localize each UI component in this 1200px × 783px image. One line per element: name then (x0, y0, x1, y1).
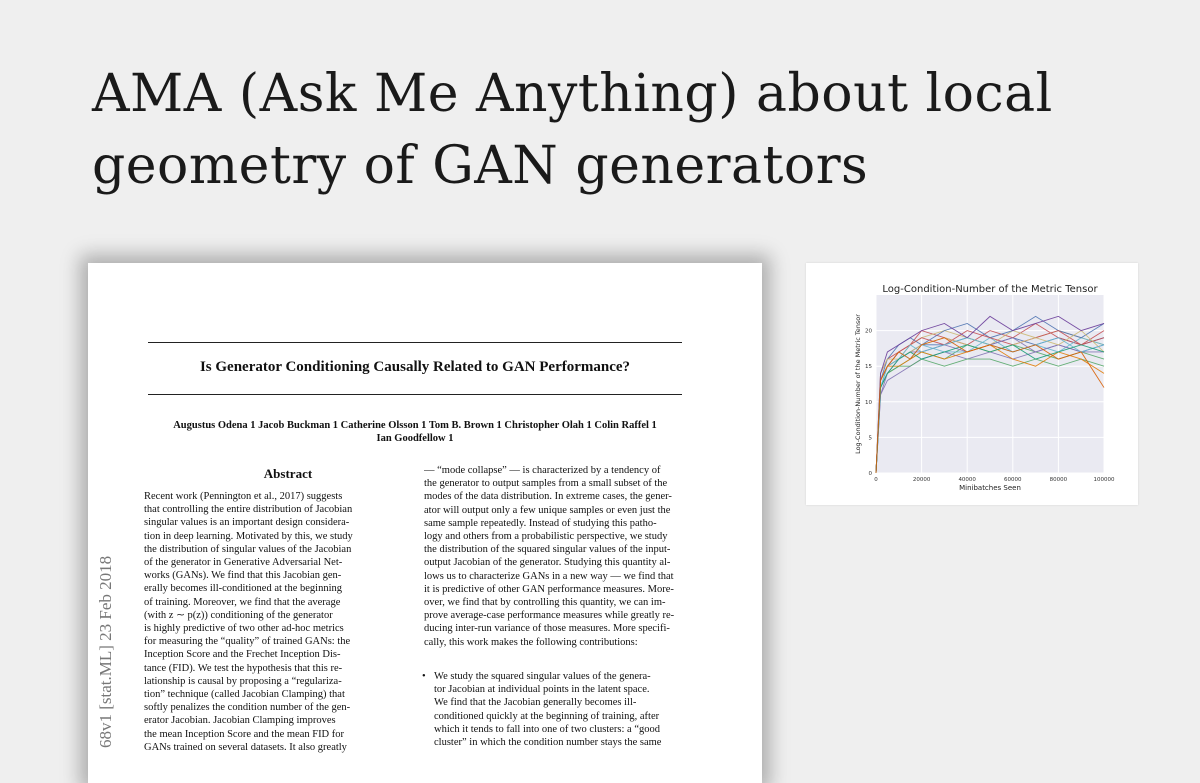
intro-text-line: logy and others from a probabilistic perspective, we study (424, 531, 668, 543)
y-tick-label: 0 (868, 471, 872, 477)
intro-text-line: the distribution of the squared singular values of the input- (424, 544, 671, 556)
y-tick-label: 20 (865, 328, 872, 335)
bullet-dot: • (422, 671, 426, 682)
intro-text-line: cally, this work makes the following contributions: (424, 636, 638, 648)
slide-title (92, 58, 1152, 202)
y-tick-label: 5 (868, 435, 872, 442)
abstract-text-line: erally becomes ill-conditioned at the beginning (144, 583, 342, 595)
authors-line-2: Ian Goodfellow 1 (376, 433, 454, 444)
paper-title: Is Generator Conditioning Causally Related to GAN Performance? (199, 359, 631, 375)
abstract-text-line: works (GANs). We find that this Jacobian gen- (144, 570, 342, 582)
authors-line-1: Augustus Odena 1 Jacob Buckman 1 Catherine Olsson 1 Tom B. Brown 1 Christopher Olah 1 Colin Raffel 1 (173, 420, 657, 431)
x-tick-label: 20000 (912, 477, 931, 483)
intro-text-line: over, we find that by controlling this quantity, we can im- (424, 597, 666, 609)
x-tick-label: 100000 (1093, 477, 1115, 483)
intro-text-line: ducing inter-run variance of those measures. More specifi- (424, 623, 670, 635)
intro-text-line: prove average-case performance measures while greatly re- (424, 610, 675, 622)
chart-card (806, 263, 1138, 505)
bullet-text-line: which it tends to fall into one of two clusters: a “good (434, 723, 660, 735)
x-tick-label: 0 (874, 477, 878, 483)
intro-text-line: output Jacobian of the generator. Studying this quantity al- (424, 557, 671, 569)
intro-text-line: the generator to output samples from a small subset of the (424, 478, 668, 490)
abstract-text-line: is highly predictive of two other ad-hoc metrics (144, 623, 344, 635)
y-axis-label: Log-Condition-Number of the Metric Tensor (854, 314, 862, 454)
bullet-text-line: We study the squared singular values of the genera- (434, 671, 651, 682)
condition-number-chart (806, 263, 1138, 505)
abstract-text-line: Recent work (Pennington et al., 2017) suggests (144, 491, 343, 502)
intro-text-line: it is predictive of other GAN performance measures. More- (424, 583, 674, 595)
abstract-text-line: erator Jacobian. Jacobian Clamping improves (144, 715, 336, 727)
bullet-text-line: tor Jacobian at individual points in the latent space. (434, 684, 650, 696)
x-tick-label: 80000 (1049, 477, 1068, 483)
y-tick-label: 10 (865, 399, 872, 406)
bullet-text-line: We find that the Jacobian generally becomes ill- (434, 697, 637, 709)
abstract-heading: Abstract (263, 466, 313, 481)
author-list (148, 419, 682, 445)
paper-preview (88, 263, 762, 783)
x-axis-label: Minibatches Seen (959, 484, 1021, 492)
abstract-text-line: tion in deep learning. Motivated by this, we study (144, 530, 353, 542)
intro-text-line: lows us to characterize GANs in a new way — we find that (424, 570, 674, 582)
abstract-text-line: the mean Inception Score and the mean FID for (144, 728, 345, 740)
intro-column (424, 464, 680, 649)
arxiv-stamp: 68v1 [stat.ML] 23 Feb 2018 (96, 555, 115, 748)
intro-text-line: modes of the data distribution. In extreme cases, the gener- (424, 491, 672, 503)
slide-title-line-1: AMA (Ask Me Anything) about local (92, 64, 1053, 124)
abstract-text-line: Inception Score and the Frechet Inception Dis- (144, 649, 341, 661)
abstract-text-line: GANs trained on several datasets. It also greatly (144, 741, 347, 753)
bottom-rule (148, 394, 682, 395)
abstract-text-line: of the generator in Generative Adversarial Net- (144, 557, 343, 569)
plot-area (876, 295, 1104, 473)
slide-title-line-2: geometry of GAN generators (92, 136, 869, 196)
x-tick-label: 40000 (958, 477, 976, 483)
abstract-text-line: singular values is an important design considera- (144, 517, 350, 529)
abstract-text-line: for measuring the “quality” of trained GANs: the (144, 636, 351, 648)
abstract-text-line: of training. Moreover, we find that the average (144, 596, 341, 608)
abstract-text-line: the distribution of singular values of the Jacobian (144, 543, 352, 555)
contribution-bullet (422, 670, 682, 749)
bullet-text-line: conditioned quickly at the beginning of training, after (434, 710, 660, 722)
intro-text-line: — “mode collapse” — is characterized by a tendency of (424, 465, 661, 476)
abstract-column (144, 490, 400, 754)
top-rule (148, 342, 682, 343)
abstract-text-line: lationship is causal by proposing a “regulariza- (144, 675, 342, 687)
abstract-text-line: softly penalizes the condition number of the gen- (144, 702, 351, 714)
intro-text-line: same sample repeatedly. Instead of studying this patho- (424, 517, 657, 529)
abstract-text-line: tion” technique (called Jacobian Clamping) that (144, 689, 345, 701)
abstract-text-line: that controlling the entire distribution of Jacobian (144, 504, 353, 516)
y-tick-label: 15 (865, 364, 872, 371)
bullet-text-line: cluster” in which the condition number stays the same (434, 737, 662, 749)
abstract-text-line: (with z ∼ p(z)) conditioning of the generator (144, 609, 333, 621)
x-tick-label: 60000 (1004, 477, 1022, 483)
chart-title: Log-Condition-Number of the Metric Tensor (882, 284, 1098, 295)
intro-text-line: ator will output only a few unique samples or even just the (424, 504, 671, 516)
abstract-text-line: tance (FID). We test the hypothesis that this re- (144, 662, 343, 674)
